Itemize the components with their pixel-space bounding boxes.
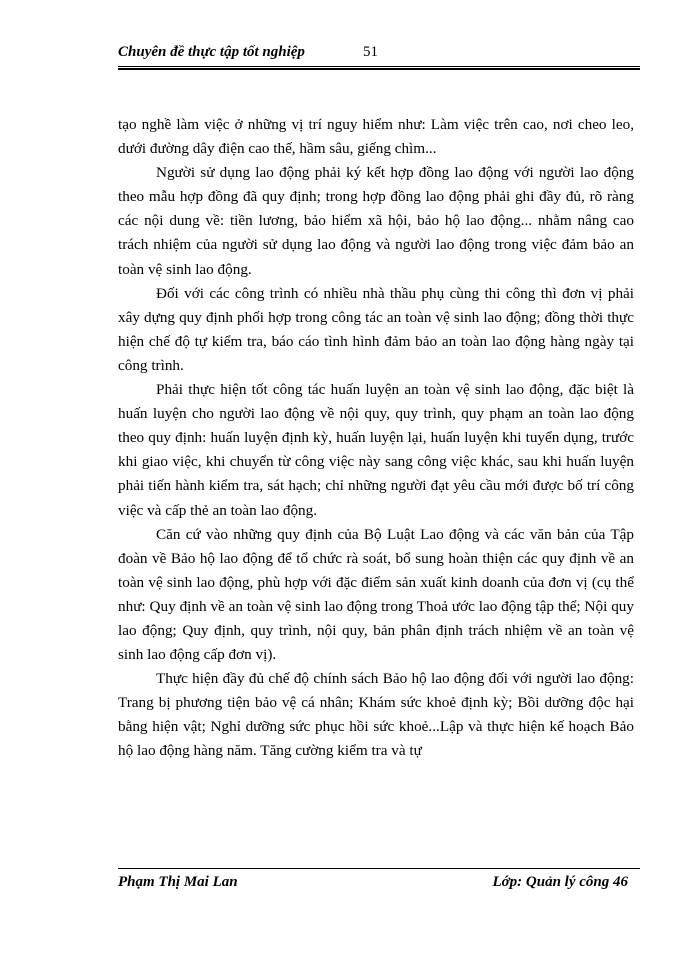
page-header (118, 44, 640, 66)
footer-divider (118, 868, 640, 869)
paragraph: tạo nghề làm việc ở những vị trí nguy hiểm như: Làm việc trên cao, nơi cheo leo, dưới đường dây điện cao thế, hầm sâu, giếng chìm... (118, 116, 634, 158)
footer-class: Lớp: Quản lý công 46 (492, 874, 628, 890)
document-body (118, 113, 634, 764)
paragraph: Thực hiện đầy đủ chế độ chính sách Bảo hộ lao động đối với người lao động: Trang bị phương tiện bảo vệ cá nhân; Khám sức khoẻ định kỳ; Bồi dưỡng độc hại bằng hiện vật; Nghỉ dưỡng sức phục hồi sức khoẻ...Lập và thực hiện kế hoạch Bảo hộ lao động hàng năm. Tăng cường kiểm tra và tự (118, 670, 634, 760)
paragraph: Phải thực hiện tốt công tác huấn luyện an toàn vệ sinh lao động, đặc biệt là huấn luyện cho người lao động về nội quy, quy trình, quy phạm an toàn lao động theo quy định: huấn luyện định kỳ, huấn luyện lại, huấn luyện khi tuyển dụng, trước khi giao việc, khi chuyển từ công việc này sang công việc khác, sau khi huấn luyện phải tiến hành kiểm tra, sát hạch; chỉ những người đạt yêu cầu mới được bố trí công việc và cấp thẻ an toàn lao động. (118, 381, 634, 519)
header-title: Chuyên đề thực tập tốt nghiệp (118, 44, 305, 60)
paragraph: Căn cứ vào những quy định của Bộ Luật Lao động và các văn bản của Tập đoàn về Bảo hộ lao động để tổ chức rà soát, bổ sung hoàn thiện các quy định về an toàn vệ sinh lao động, phù hợp với đặc điểm sản xuất kinh doanh của đơn vị (cụ thể như: Quy định về an toàn vệ sinh lao động trong Thoả ước lao động tập thể; Nội quy lao động; Quy định, quy trình, nội quy, bản phân định trách nhiệm về an toàn vệ sinh lao động cấp đơn vị). (118, 525, 634, 664)
paragraph: Người sử dụng lao động phải ký kết hợp đồng lao động với người lao động theo mẫu hợp đồng đã quy định; trong hợp đồng lao động phải ghi đầy đủ, rõ ràng các nội dung về: tiền lương, bảo hiểm xã hội, bảo hộ lao động... nhằm nâng cao trách nhiệm của người sử dụng lao động và người lao động trong việc đảm bảo an toàn vệ sinh lao động. (118, 164, 634, 278)
page-footer (118, 874, 640, 896)
paragraph: Đối với các công trình có nhiều nhà thầu phụ cùng thi công thì đơn vị phải xây dựng quy định phối hợp trong công tác an toàn vệ sinh lao động; đồng thời thực hiện chế độ tự kiểm tra, báo cáo tình hình đảm bảo an toàn lao động hàng ngày tại công trình. (118, 284, 634, 374)
page-number: 51 (363, 44, 378, 60)
header-divider (118, 66, 640, 70)
footer-author: Phạm Thị Mai Lan (118, 874, 238, 890)
